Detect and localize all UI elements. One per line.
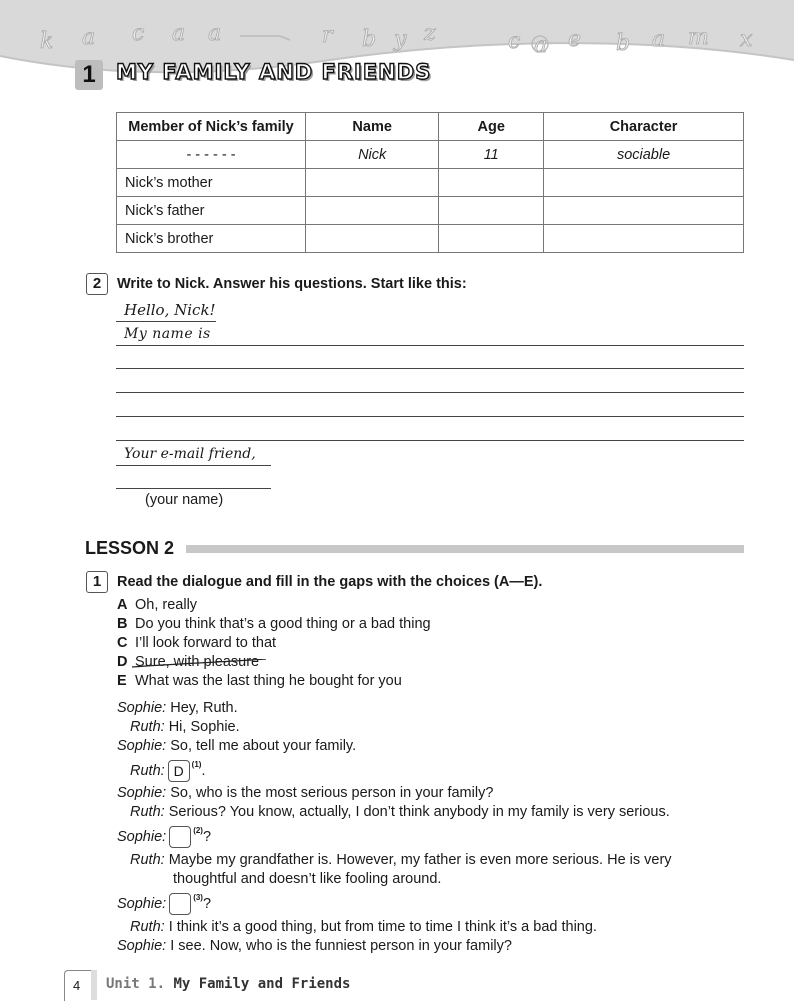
choice-text: Do you think that’s a good thing or a bad thing: [135, 616, 431, 632]
dialogue-text: So, tell me about your family.: [170, 738, 357, 754]
choice-text: What was the last thing he bought for you: [135, 673, 402, 689]
gap-number: (1): [191, 760, 202, 769]
table-cell-blank[interactable]: [439, 169, 544, 197]
dialogue-line: [117, 826, 211, 848]
speaker: Sophie:: [117, 896, 167, 912]
dialogue-line: [130, 760, 205, 782]
answer-box-2[interactable]: [169, 826, 191, 848]
banner-letter: y: [394, 27, 407, 52]
table-cell-blank[interactable]: [544, 225, 744, 253]
answer-box-1[interactable]: D: [168, 760, 190, 782]
dialogue-line: [130, 919, 597, 935]
dialogue-text-continued: thoughtful and doesn’t like fooling around.: [173, 871, 442, 887]
handwritten-closing: Your e-mail friend,: [124, 446, 256, 462]
footer-unit-name: My Family and Friends: [173, 976, 351, 992]
name-line[interactable]: [116, 488, 271, 489]
table-header: Character: [544, 113, 744, 141]
choice-text: I’ll look forward to that: [135, 635, 277, 651]
writing-line[interactable]: [116, 465, 271, 466]
dialogue-line: [117, 938, 512, 954]
dialogue-text: Maybe my grandfather is. However, my father is even more serious. He is very: [168, 852, 672, 868]
banner-letter: e: [568, 27, 582, 52]
unit-number: 1: [75, 60, 103, 90]
table-cell-blank[interactable]: [544, 197, 744, 225]
dialogue-line: [130, 804, 670, 820]
dialogue-line: [130, 852, 672, 868]
speaker: Sophie:: [117, 738, 167, 754]
lesson-divider-bar: [186, 545, 744, 553]
choice-text: Sure, with pleasure: [135, 654, 260, 670]
dialogue-text: I see. Now, who is the funniest person in your family?: [170, 938, 512, 954]
table-cell: Nick’s mother: [117, 169, 306, 197]
table-cell-blank[interactable]: [306, 169, 439, 197]
choice-item: [117, 673, 402, 689]
dialogue-line: [117, 893, 211, 915]
table-cell-blank[interactable]: [306, 197, 439, 225]
dialogue-line: [117, 700, 238, 716]
speaker: Sophie:: [117, 700, 167, 716]
speaker: Sophie:: [117, 938, 167, 954]
lesson-title: LESSON 2: [85, 538, 175, 558]
punctuation: ?: [202, 829, 212, 845]
dialogue-line: [130, 719, 240, 735]
table-cell-blank[interactable]: [306, 225, 439, 253]
table-cell-blank[interactable]: [439, 225, 544, 253]
footer-unit-label: Unit 1.: [106, 976, 166, 992]
choice-letter: E: [117, 673, 127, 689]
dialogue-text: Hi, Sophie.: [168, 719, 240, 735]
banner-letter: m: [688, 25, 709, 50]
table-header: Name: [306, 113, 439, 141]
punctuation: .: [201, 763, 206, 779]
table-cell: 11: [439, 141, 544, 169]
speaker: Ruth:: [130, 919, 165, 935]
speaker: Ruth:: [130, 804, 165, 820]
banner-letter: x: [740, 27, 753, 52]
choice-item: [117, 635, 276, 651]
dialogue-text: Hey, Ruth.: [170, 700, 238, 716]
handwritten-greeting: Hello, Nick!: [124, 301, 216, 319]
dialogue-line: [117, 738, 356, 754]
footer-unit: [106, 976, 350, 992]
task-number-1: 1: [86, 571, 108, 593]
speaker: Ruth:: [130, 719, 165, 735]
table-cell: sociable: [544, 141, 744, 169]
banner-letter: b: [616, 31, 631, 56]
table-row: [117, 169, 744, 197]
table-cell: Nick: [306, 141, 439, 169]
your-name-label: (your name): [145, 492, 224, 508]
table-cell-blank[interactable]: [439, 197, 544, 225]
writing-line[interactable]: [116, 440, 744, 441]
task-1-instruction: Read the dialogue and fill in the gaps with the choices (A—E).: [117, 574, 543, 590]
table-header: Member of Nick’s family: [117, 113, 306, 141]
writing-line[interactable]: [116, 321, 216, 322]
banner-letter: r: [322, 23, 333, 48]
banner-letter: k: [40, 29, 54, 54]
table-row: [117, 141, 744, 169]
speaker: Sophie:: [117, 785, 167, 801]
handwritten-start: My name is: [124, 326, 211, 342]
task-number-2: 2: [86, 273, 108, 295]
banner-letter: a: [652, 27, 666, 52]
banner-letter: c: [132, 21, 145, 46]
gap-number: (3): [193, 893, 203, 902]
banner-letter: a: [82, 25, 96, 50]
banner-letter: a: [172, 21, 186, 46]
table-row: [117, 225, 744, 253]
table-row: [117, 197, 744, 225]
writing-line[interactable]: [116, 368, 744, 369]
choice-letter: D: [117, 654, 128, 670]
table-cell: Nick’s brother: [117, 225, 306, 253]
table-header-row: [117, 113, 744, 141]
speaker: Ruth:: [130, 763, 165, 779]
table-header: Age: [439, 113, 544, 141]
banner-letter: z: [424, 21, 436, 46]
speaker: Sophie:: [117, 829, 167, 845]
choice-item: [117, 597, 197, 613]
choice-letter: C: [117, 635, 128, 651]
writing-line[interactable]: [116, 392, 744, 393]
banner-letter: a: [208, 21, 222, 46]
dialogue-line: [117, 785, 493, 801]
table-cell: Nick’s father: [117, 197, 306, 225]
dialogue-text: So, who is the most serious person in your family?: [170, 785, 494, 801]
choice-text: Oh, really: [135, 597, 198, 613]
task-2-instruction: Write to Nick. Answer his questions. Start like this:: [117, 276, 467, 292]
writing-line[interactable]: [116, 345, 744, 346]
gap-number: (2): [193, 826, 203, 835]
answer-box-3[interactable]: [169, 893, 191, 915]
header-banner: [0, 0, 794, 100]
page-number: 4: [73, 978, 81, 993]
choice-letter: A: [117, 597, 128, 613]
page-tab-edge: [91, 970, 97, 1000]
writing-line[interactable]: [116, 416, 744, 417]
choice-letter: B: [117, 616, 128, 632]
family-table: [116, 112, 744, 253]
unit-title: MY FAMILY AND FRIENDS: [116, 60, 432, 84]
table-cell: - - - - - -: [117, 141, 306, 169]
banner-letter: c: [508, 29, 521, 54]
speaker: Ruth:: [130, 852, 165, 868]
punctuation: ?: [202, 896, 212, 912]
strikethrough-mark: [132, 659, 266, 669]
table-cell-blank[interactable]: [544, 169, 744, 197]
choice-item: [117, 616, 431, 632]
banner-letter: b: [362, 27, 377, 52]
dialogue-text: I think it’s a good thing, but from time to time I think it’s a bad thing.: [168, 919, 597, 935]
banner-letter: a: [534, 33, 548, 58]
dialogue-text: Serious? You know, actually, I don’t think anybody in my family is very serious.: [168, 804, 670, 820]
